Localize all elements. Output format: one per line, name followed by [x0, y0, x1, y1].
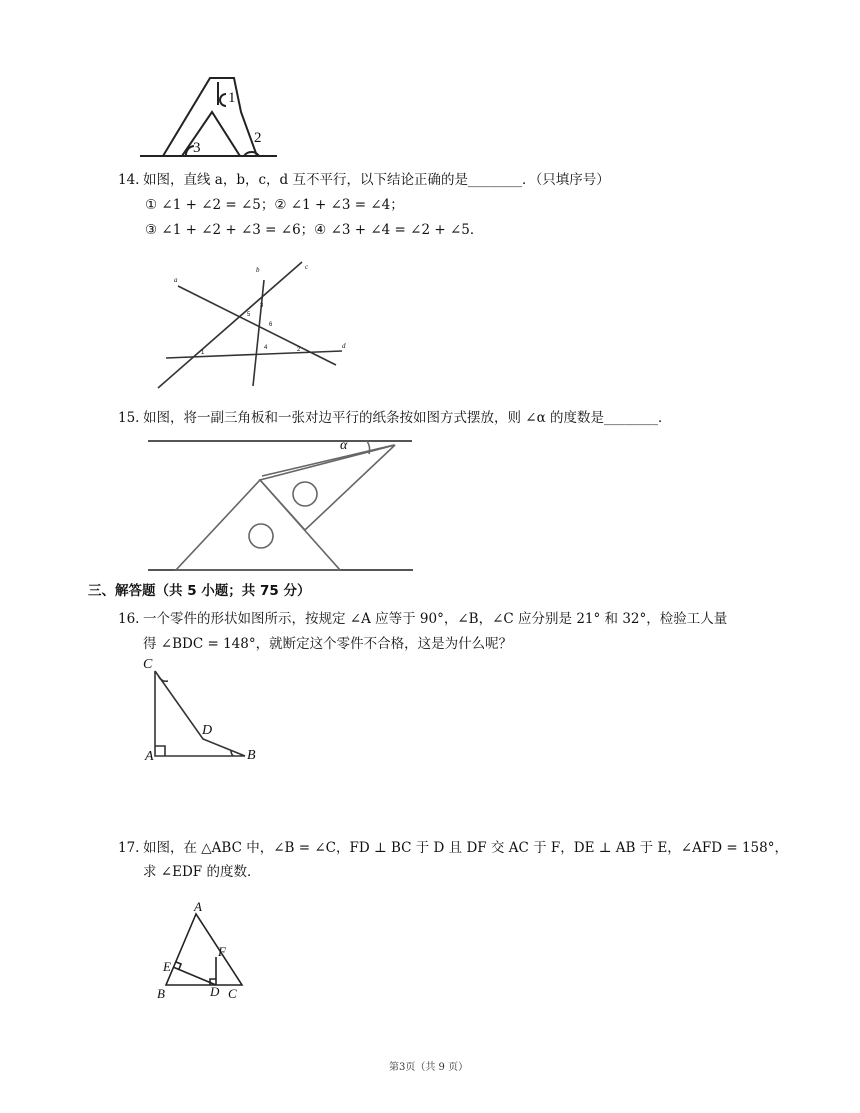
- question-number: 14.: [118, 172, 140, 188]
- point-d-label: D: [202, 723, 213, 738]
- question-line-1: 一个零件的形状如图所示，按规定 ∠A 应等于 90°，∠B，∠C 应分别是 21° 和 32°，检验工人量: [143, 611, 728, 627]
- options-line-2: ③ ∠1 + ∠2 + ∠3 = ∠6；④ ∠3 + ∠4 = ∠2 + ∠5．: [145, 222, 484, 238]
- point-c-label: C: [228, 986, 237, 1001]
- question-stem: 如图，将一副三角板和一张对边平行的纸条按如图方式摆放，则 ∠α 的度数是________．: [143, 410, 672, 426]
- angle-1-label: 1: [201, 350, 205, 356]
- point-f-label: F: [218, 944, 226, 959]
- alpha-label: α: [340, 438, 348, 453]
- angle-2-label: 2: [254, 130, 262, 146]
- point-b-label: B: [247, 748, 256, 763]
- point-a-label: A: [145, 749, 154, 764]
- angle-6-label: 6: [269, 322, 273, 328]
- question-number: 17.: [118, 840, 140, 856]
- point-a-label: A: [194, 899, 202, 914]
- angle-5-label: 5: [247, 312, 251, 318]
- point-c-label: C: [143, 657, 153, 672]
- section-heading: 三、解答题（共 5 小题；共 75 分）: [88, 583, 311, 599]
- line-b-label: b: [256, 266, 260, 274]
- page-footer: 第3页（共 9 页）: [389, 1062, 469, 1073]
- question-number: 16.: [118, 611, 140, 627]
- options-line-1: ① ∠1 + ∠2 = ∠5；② ∠1 + ∠3 = ∠4；: [145, 197, 404, 213]
- question-line-2: 得 ∠BDC = 148°，就断定这个零件不合格，这是为什么呢？: [143, 636, 513, 652]
- point-d-label: D: [210, 984, 220, 999]
- line-d-label: d: [342, 342, 346, 350]
- line-a-label: a: [174, 276, 178, 284]
- point-e-label: E: [163, 959, 171, 974]
- angle-1-label: 1: [228, 90, 236, 106]
- question-line-1: 如图，在 △ABC 中，∠B = ∠C，FD ⊥ BC 于 D 且 DF 交 AC 于 F，DE ⊥ AB 于 E，∠AFD = 158°，: [143, 840, 788, 856]
- angle-3-label: 3: [193, 140, 201, 156]
- angle-3-label: 3: [260, 303, 264, 309]
- question-number: 15.: [118, 410, 140, 426]
- point-b-label: B: [157, 986, 165, 1001]
- angle-2-label: 2: [297, 347, 301, 353]
- angle-4-label: 4: [264, 345, 268, 351]
- line-c-label: c: [305, 263, 309, 271]
- question-line-2: 求 ∠EDF 的度数．: [143, 864, 261, 880]
- question-stem: 如图，直线 a，b，c，d 互不平行，以下结论正确的是________．（只填序号）: [143, 172, 610, 188]
